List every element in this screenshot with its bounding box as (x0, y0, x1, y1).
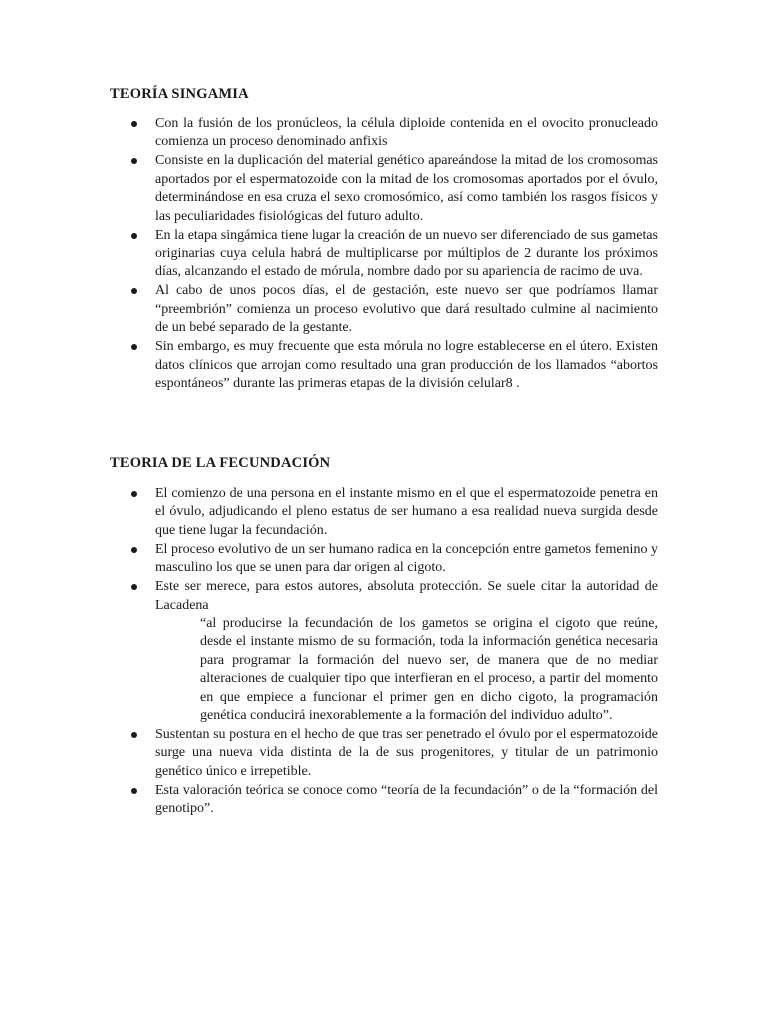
bullet-icon (131, 344, 137, 350)
bullet-icon (131, 158, 137, 164)
list-item (110, 282, 658, 337)
list-item (110, 485, 658, 540)
list-item (110, 541, 658, 578)
bullet-icon (131, 288, 137, 294)
singamia-bullet-list (110, 115, 658, 394)
fecundacion-bullet-list (110, 485, 658, 819)
bullet-text: El comienzo de una persona en el instante mismo en el que el espermatozoide penetra en el óvulo, adjudicando el pleno estatus de ser humano a esa realidad nueva surgida desde que tiene lugar la fecundación. (155, 486, 658, 538)
list-item (110, 726, 658, 781)
bullet-text: El proceso evolutivo de un ser humano radica en la concepción entre gametos femenino y masculino los que se unen para dar origen al cigoto. (155, 541, 658, 576)
bullet-icon (131, 732, 137, 738)
lacadena-quote: “al producirse la fecundación de los gametos se origina el cigoto que reúne, desde el instante mismo de su formación, toda la información genética necesaria para programar la formación del nuevo ser, de manera que de no mediar alteraciones de cualquier tipo que interfieran en el proceso, a partir del momento en que empiece a funcionar el primer gen en dicho cigoto, la programación genética conducirá inexorablemente a la formación del individuo adulto”. (200, 616, 658, 724)
bullet-text: Este ser merece, para estos autores, absoluta protección. Se suele citar la autoridad de Lacadena (155, 579, 658, 613)
list-item (110, 152, 658, 226)
section-heading-fecundacion: TEORIA DE LA FECUNDACIÓN (110, 455, 331, 471)
bullet-text: En la etapa singámica tiene lugar la creación de un nuevo ser diferenciado de sus gametas originarias cuya celula habrá de multiplicarse por múltiplos de 2 durante los próximos días, alcanzando el estado de mórula, nombre dado por su apariencia de racimo de uva. (155, 227, 658, 280)
section-heading-singamia: TEORÍA SINGAMIA (110, 86, 249, 102)
bullet-icon (131, 233, 137, 239)
list-item (110, 338, 658, 393)
bullet-text: Con la fusión de los pronúcleos, la célula diploide contenida en el ovocito pronucleado comienza un proceso denominado anfixis (155, 116, 658, 150)
bullet-text: Sin embargo, es muy frecuente que esta mórula no logre establecerse en el útero. Existen datos clínicos que arrojan como resultado una gran producción de los llamados “abortos espontáneos” durante las primeras etapas de la división celular8 . (155, 339, 658, 392)
bullet-text: Sustentan su postura en el hecho de que tras ser penetrado el óvulo por el espermatozoide surge una nueva vida distinta de la de sus progenitores, y titular de un patrimonio genético único e irrepetible. (155, 727, 658, 779)
list-item (110, 782, 658, 819)
list-item (110, 227, 658, 282)
bullet-icon (131, 788, 137, 794)
bullet-icon (131, 121, 137, 127)
bullet-icon (131, 491, 137, 497)
bullet-text: Esta valoración teórica se conoce como “teoría de la fecundación” o de la “formación del genotipo”. (155, 782, 658, 817)
bullet-icon (131, 584, 137, 590)
list-item (110, 115, 658, 152)
list-item (110, 578, 658, 725)
bullet-icon (131, 547, 137, 553)
bullet-text: Consiste en la duplicación del material genético apareándose la mitad de los cromosomas aportados por el espermatozoide con la mitad de los cromosomas aportados por el óvulo, determinándose en esa cruza el sexo cromosómico, así como también los rasgos físicos y las peculiaridades fisiológicas del futuro adulto. (155, 153, 658, 224)
bullet-text: Al cabo de unos pocos días, el de gestación, este nuevo ser que podríamos llamar “preembrión” comienza un proceso evolutivo que dará resultado culmine al nacimiento de un bebé separado de la gestante. (155, 283, 658, 336)
